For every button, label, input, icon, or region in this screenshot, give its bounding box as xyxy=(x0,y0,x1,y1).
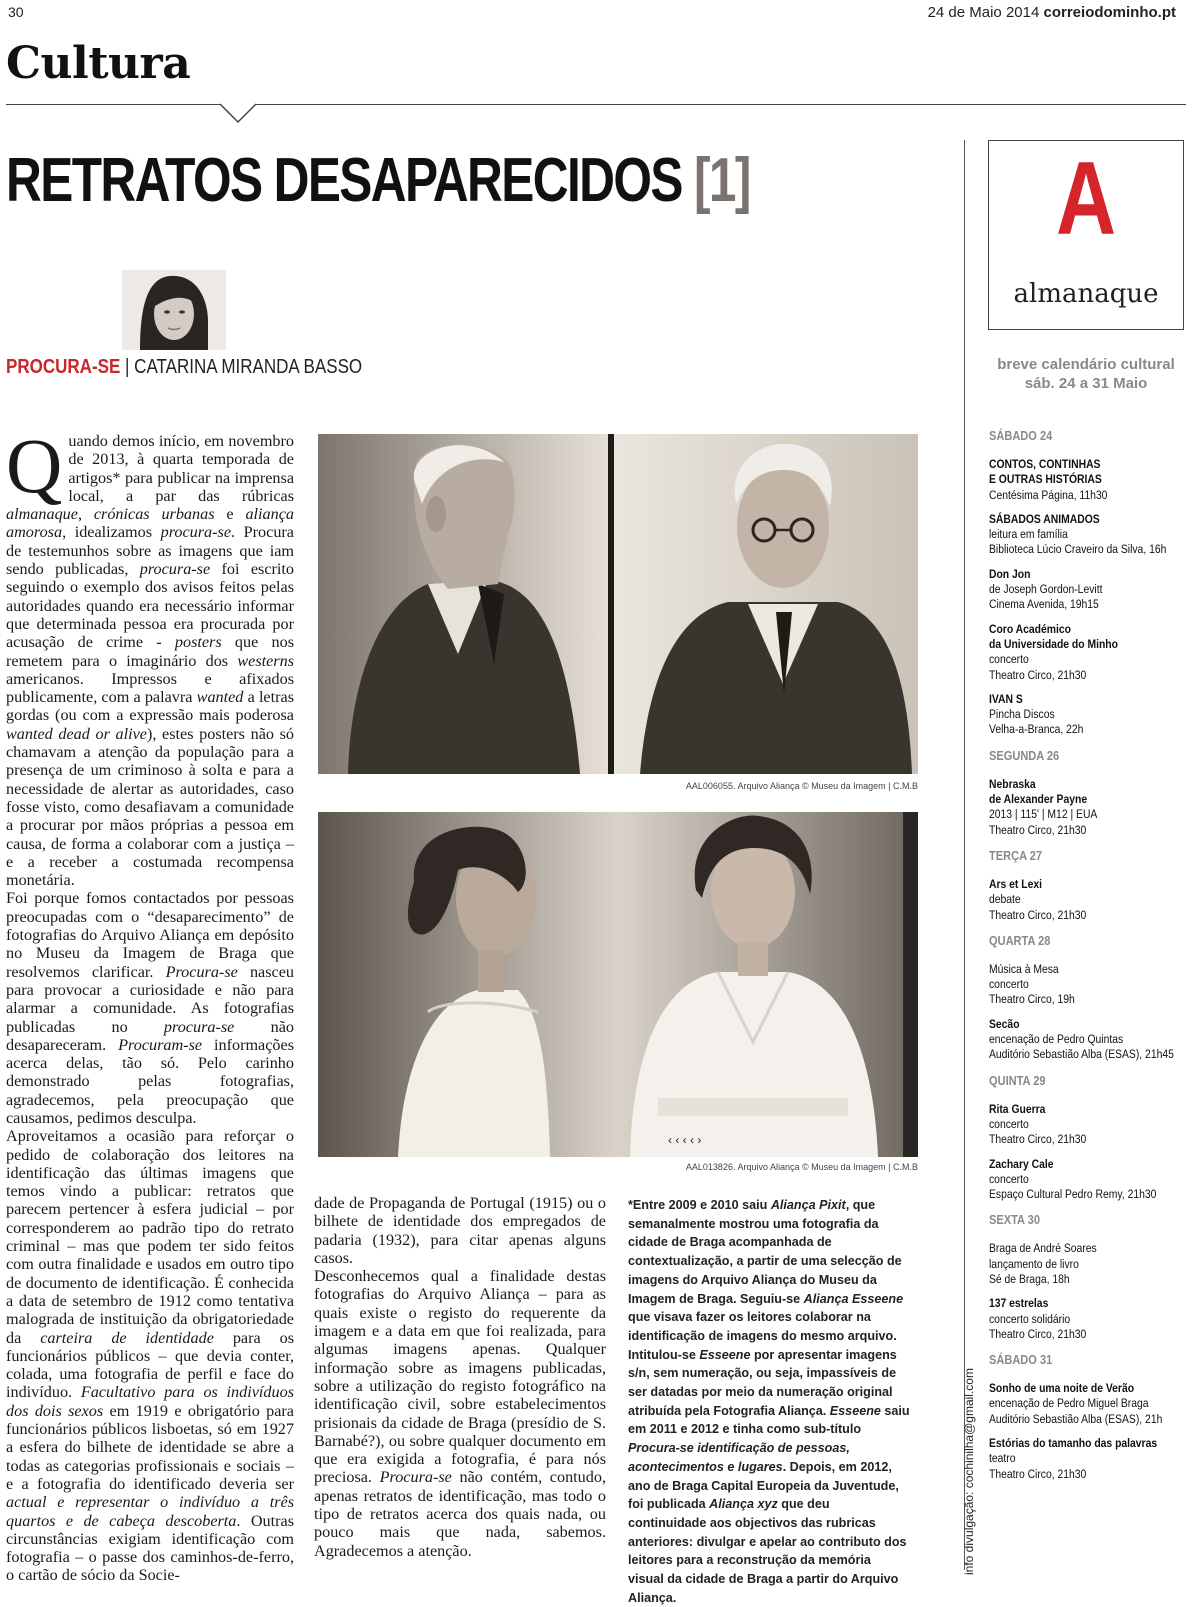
photo-1 xyxy=(318,434,918,774)
logo-letter: A xyxy=(1055,141,1117,257)
footnote-text: *Entre 2009 e 2010 saiu Aliança Pixit, que semanalmente mostrou uma fotografia da cidade de Braga acompanhada de contextualização, a partir de uma selecção de imagens do Arquivo Aliança do Museu da Imagem de Braga. Seguiu-se Aliança Esseene que visava fazer os leitores colaborar na identificação de imagens do mesmo arquivo. Intitulou-se Esseene por apresentar imagens s/n, sem numeração, ou seja, impassíveis de ser datadas por meio da numeração original atribuída pela Fotografia Aliança. Esseene saiu em 2011 e 2012 e tinha como sub-título Procura-se identificação de pessoas, acontecimentos e lugares. Depois, em 2012, ano de Braga Capital Europeia da Juventude, foi publicada Aliança xyz que deu continuidade aos objectivos das rubricas anteriores: divulgar e apelar ao contributo dos leitores para a reconstrução da memória visual da cidade de Braga a partir do Arquivo Aliança. xyxy=(628,1198,910,1605)
agenda-event-name: Coro Académico xyxy=(989,621,1071,636)
agenda-event-detail: teatro xyxy=(989,1451,1016,1466)
article-title-number: [1] xyxy=(694,146,750,215)
almanaque-logo xyxy=(988,140,1184,330)
agenda-event-name: Rita Guerra xyxy=(989,1101,1046,1116)
calendar-date-range: sáb. 24 a 31 Maio xyxy=(1024,375,1148,392)
article-column-1 xyxy=(6,422,295,1585)
agenda-event xyxy=(989,962,1159,1008)
article-title-text: RETRATOS DESAPARECIDOS xyxy=(6,146,682,215)
agenda-day-heading: SÁBADO 31 xyxy=(989,1352,1053,1368)
agenda-event-detail: concerto xyxy=(989,652,1029,667)
agenda-event-detail: concerto xyxy=(989,1171,1029,1186)
agenda-event-detail: Biblioteca Lúcio Craveiro da Silva, 16h xyxy=(989,542,1167,557)
agenda-event-detail: Theatro Circo, 21h30 xyxy=(989,907,1087,922)
agenda-event-name: de Alexander Payne xyxy=(989,792,1088,807)
author-portrait xyxy=(122,270,226,350)
agenda-event-detail: Música à Mesa xyxy=(989,961,1059,976)
contact-email: info divulgação: cochinilha@gmail.com xyxy=(962,1368,976,1575)
agenda-event-name: E OUTRAS HISTÓRIAS xyxy=(989,472,1102,487)
svg-text:‹ ‹ ‹ ‹ ›: ‹ ‹ ‹ ‹ › xyxy=(668,1133,702,1147)
agenda-event xyxy=(989,692,1159,738)
agenda-event-detail: Theatro Circo, 19h xyxy=(989,992,1075,1007)
agenda-day-heading: SÁBADO 24 xyxy=(989,428,1053,443)
photo-2 xyxy=(318,812,918,1157)
byline-separator: | xyxy=(125,356,130,378)
column-2-text: dade de Propaganda de Portugal (1915) ou o bilhete de identidade dos empregados de padaria (1932), para citar apenas alguns casos. Desconhecemos qual a finalidade destas fotografias do Arquivo Aliança – para as quais existe o registo do requerente da imagem e a data em que foi realizada, para algumas imagens apenas. Qualquer informação sobre as imagens publicadas, sobre a utilização do registo fotográfico na identificação civil, sobre estabelecimentos prisionais da cidade de Braga (presídio de S. Barnabé?), ou sobre qualquer documento em que era exigida a fotografia, é para nós preciosa. Procura-se não contém, contudo, apenas retratos de identificação, mas todo o tipo de retratos acerca dos quais nada, ou pouco mais que nada, sabemos. Agradecemos a atenção. xyxy=(314,1194,606,1560)
article-title xyxy=(6,146,750,215)
calendar-title xyxy=(988,355,1184,393)
issue-date: 24 de Maio 2014 xyxy=(927,4,1040,21)
agenda-day-heading: QUARTA 28 xyxy=(989,932,1051,948)
agenda-event-name: SÁBADOS ANIMADOS xyxy=(989,511,1100,526)
agenda-event-name: Nebraska xyxy=(989,776,1036,791)
photo-1-caption: AAL006055. Arquivo Aliança © Museu da Imagem | C.M.B xyxy=(685,781,918,791)
agenda-event-detail: encenação de Pedro Miguel Braga xyxy=(989,1396,1149,1411)
agenda-event xyxy=(989,777,1159,838)
agenda-day-heading: QUINTA 29 xyxy=(989,1072,1046,1088)
agenda-list xyxy=(989,428,1189,1482)
agenda-event-detail: Theatro Circo, 21h30 xyxy=(989,1466,1087,1481)
agenda-event xyxy=(989,457,1159,503)
article-column-2 xyxy=(314,1194,606,1560)
agenda-event-name: Zachary Cale xyxy=(989,1156,1054,1171)
agenda-event xyxy=(989,877,1159,923)
agenda-event-detail: Theatro Circo, 21h30 xyxy=(989,822,1087,837)
agenda-day-heading: SEXTA 30 xyxy=(989,1212,1040,1228)
agenda-event-detail: concerto solidário xyxy=(989,1311,1071,1326)
column-1-text: uando demos início, em novembro de 2013, à quarta temporada de artigos* para publicar na imprensa local, a par das rúbricas almanaque, crónicas urbanas e aliança amorosa, idealizamos procura-se. Procura de testemunhos sobre as imagens que iam sendo publicadas, procura-se foi escrito seguindo o exemplo dos avisos feitos pelas autoridades quando era necessário informar que determinada pessoa era procurada por acusação de crime - posters que nos remetem para o imaginário dos westerns americanos. Impressos e afixados publicamente, com a palavra wanted a letras gordas (ou com a expressão mais poderosa wanted dead or alive), estes posters não só chamavam a atenção da população para a presença de um criminoso à solta e para a necessidade de alertar as autoridades, caso fosse visto, como desafiavam a comunidade a procurar por mãos próprias a pessoa em causa, de forma a colaborar com a justiça – e a receber a costumada recompensa monetária. Foi porque fomos contactados por pessoas preocupadas com o “desaparecimento” de fotografias do Arquivo Aliança em depósito no Museu da Imagem de Braga que resolvemos clarificar. Procura-se nasceu para provocar a curiosidade e não para alarmar a comunidade. As fotografias publicadas no procura-se não desapareceram. Procuram-se informações acerca delas, tão só. Pelo carinho demonstrado pelas fotografias, agradecemos, pela preocupação que causamos, pedimos desculpa. Aproveitamos a ocasião para reforçar o pedido de colaboração dos leitores na identificação das últimas imagens que temos vindo a publicar: retratos que parecem pertencer à esfera judicial – por corresponderem ao padrão tipo do retrato criminal – mas que podem ter sido feitos com outra finalidade e usados em outro tipo de documento de identificação. É conhecida a data de setembro de 1912 como tentativa malograda de instituição da obrigatoriedade da carteira de identidade para os funcionários públicos – que devia conter, colada, uma fotografia de perfil e face do indivíduo. Facultativo para os indivíduos dos dois sexos em 1919 e obrigatório para funcionários públicos lisboetas, só em 1927 a esfera do bilhete de identidade se abre a todas as categorias profissionais e sociais – e a fotografia do identificado deveria ser actual e representar o indivíduo a três quartos e de cabeça descoberta. Outras circunstâncias exigiam identificação com fotografia – o passe dos caminhos-de-ferro, o cartão de sócio da Socie- xyxy=(6,432,295,1585)
sidebar-divider xyxy=(964,140,965,1570)
agenda-event-detail: Velha-a-Branca, 22h xyxy=(989,722,1084,737)
agenda-event-detail: leitura em família xyxy=(989,527,1068,542)
agenda-event-detail: de Joseph Gordon-Levitt xyxy=(989,582,1103,597)
article-footnote xyxy=(628,1196,910,1607)
byline-author: CATARINA MIRANDA BASSO xyxy=(134,356,363,378)
agenda-event-detail: Pincha Discos xyxy=(989,707,1055,722)
agenda-event xyxy=(989,1436,1159,1482)
agenda-event-name: Sonho de uma noite de Verão xyxy=(989,1381,1135,1396)
header-notch xyxy=(218,102,258,124)
agenda-event-detail: Theatro Circo, 21h30 xyxy=(989,1326,1087,1341)
header-rule xyxy=(6,104,1186,105)
agenda-event-detail: lançamento de livro xyxy=(989,1256,1079,1271)
agenda-event-name: CONTOS, CONTINHAS xyxy=(989,457,1101,471)
agenda-event-detail: Theatro Circo, 21h30 xyxy=(989,667,1087,682)
agenda-event-name: 137 estrelas xyxy=(989,1296,1049,1311)
agenda-event-detail: encenação de Pedro Quintas xyxy=(989,1032,1124,1047)
site-name[interactable]: correiodominho.pt xyxy=(1043,4,1176,21)
page-number: 30 xyxy=(8,4,24,20)
agenda-event-name: da Universidade do Minho xyxy=(989,636,1118,651)
agenda-event xyxy=(989,1102,1159,1148)
agenda-event xyxy=(989,1016,1174,1063)
agenda-event-name: Ars et Lexi xyxy=(989,876,1042,891)
agenda-event xyxy=(989,567,1159,613)
photo-2-caption: AAL013826. Arquivo Aliança © Museu da Imagem | C.M.B xyxy=(685,1162,918,1172)
byline-kicker: PROCURA-SE xyxy=(6,356,121,378)
section-title: Cultura xyxy=(6,38,191,89)
agenda-event-detail: Auditório Sebastião Alba (ESAS), 21h xyxy=(989,1411,1163,1426)
agenda-event xyxy=(989,511,1167,558)
agenda-event-detail: Centésima Página, 11h30 xyxy=(989,487,1108,502)
agenda-event-detail: concerto xyxy=(989,977,1029,992)
agenda-event-detail: Theatro Circo, 21h30 xyxy=(989,1132,1087,1147)
agenda-event-detail: Espaço Cultural Pedro Remy, 21h30 xyxy=(989,1187,1157,1202)
agenda-event xyxy=(989,622,1159,683)
date-line xyxy=(928,4,1176,21)
agenda-event xyxy=(989,1296,1159,1342)
agenda-event-detail: Braga de André Soares xyxy=(989,1241,1097,1256)
agenda-day-heading: TERÇA 27 xyxy=(989,847,1043,863)
agenda-event xyxy=(989,1381,1163,1427)
agenda-event xyxy=(989,1157,1159,1203)
agenda-event-detail: 2013 | 115' | M12 | EUA xyxy=(989,807,1098,822)
agenda-event xyxy=(989,1241,1159,1287)
agenda-day-heading: SEGUNDA 26 xyxy=(989,747,1060,763)
agenda-event-name: IVAN S xyxy=(989,691,1023,706)
agenda-event-name: Secão xyxy=(989,1016,1020,1031)
agenda-event-name: Don Jon xyxy=(989,566,1031,581)
agenda-event-name: Estórias do tamanho das palavras xyxy=(989,1436,1158,1451)
agenda-event-detail: debate xyxy=(989,892,1021,907)
drop-cap: Q xyxy=(6,422,63,509)
agenda-event-detail: concerto xyxy=(989,1116,1029,1131)
logo-word: almanaque xyxy=(1013,279,1159,309)
calendar-title-line-1: breve calendário cultural xyxy=(997,356,1175,373)
agenda-event-detail: Cinema Avenida, 19h15 xyxy=(989,597,1099,612)
agenda-event-detail: Auditório Sebastião Alba (ESAS), 21h45 xyxy=(989,1047,1174,1062)
agenda-event-detail: Sé de Braga, 18h xyxy=(989,1271,1070,1286)
byline xyxy=(6,356,362,379)
